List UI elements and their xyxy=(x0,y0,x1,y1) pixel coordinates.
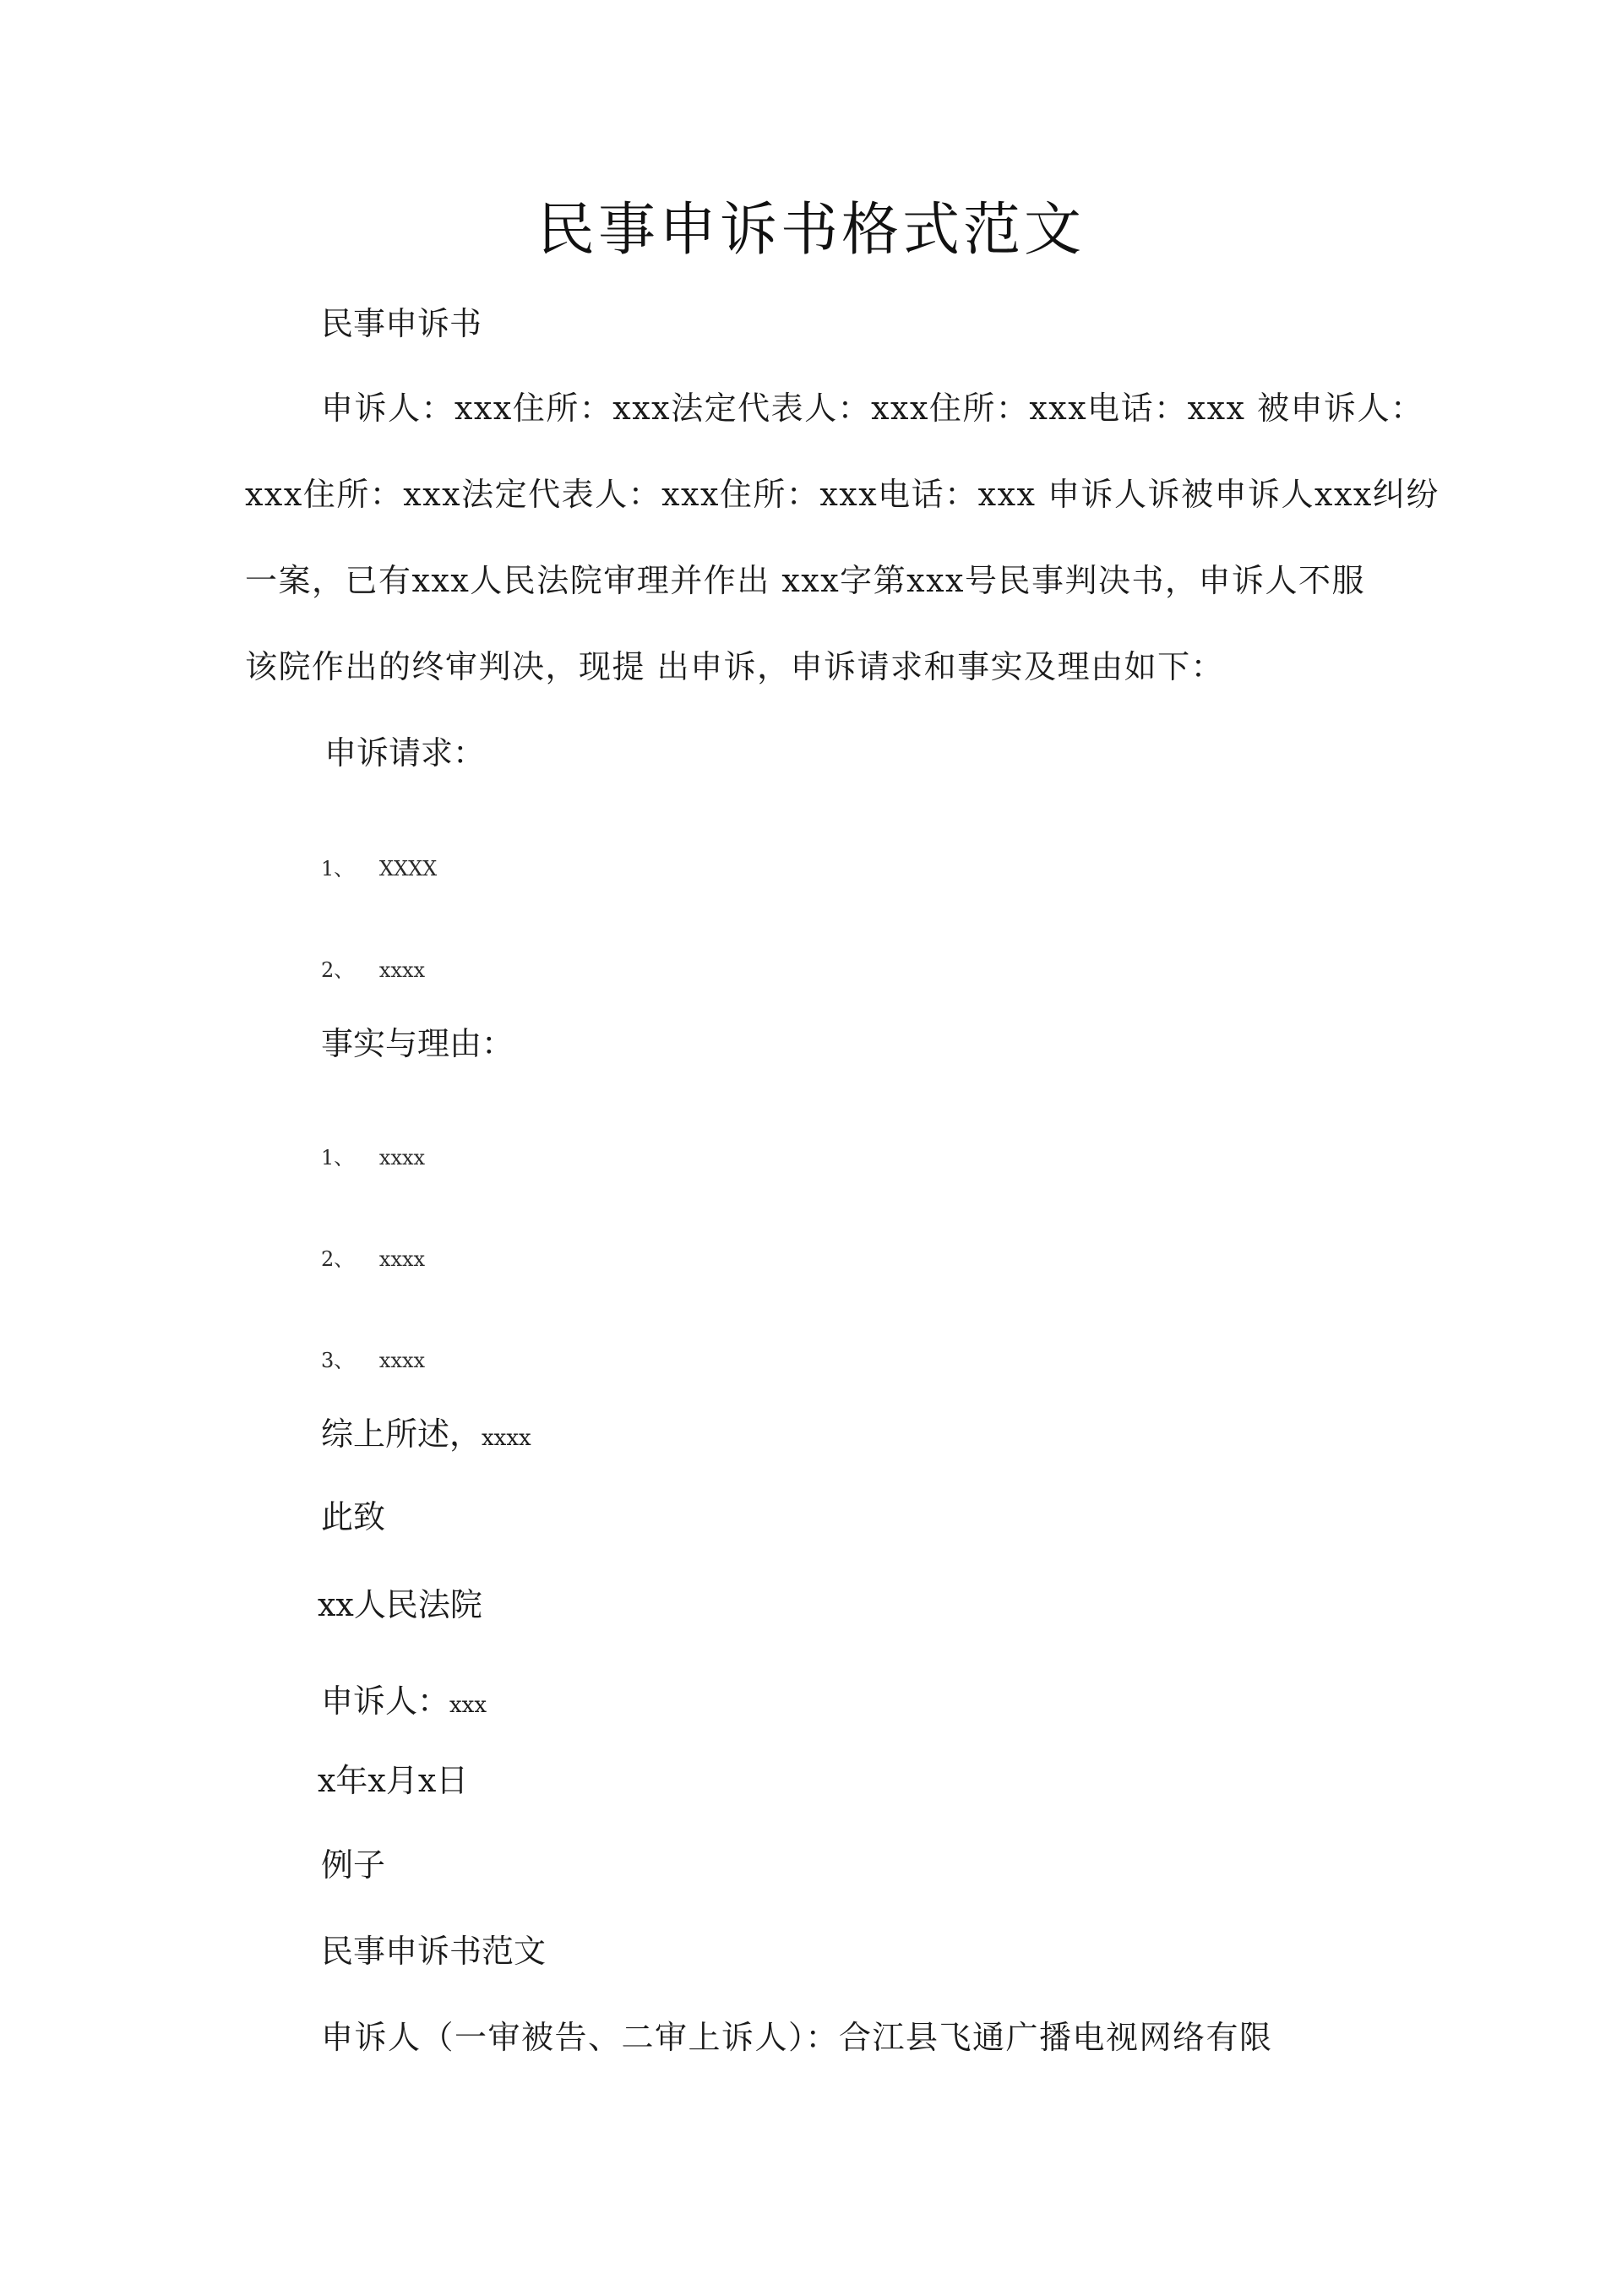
signature-line xyxy=(321,1680,487,1726)
signature-value: xxx xyxy=(449,1693,487,1718)
fact-text: xxxx xyxy=(378,1247,426,1271)
example-title: 民事申诉书范文 xyxy=(321,1933,547,1970)
requests-heading: 申诉请求： xyxy=(324,734,486,772)
request-item xyxy=(321,953,425,987)
date-line: x年x月x日 xyxy=(318,1762,469,1799)
fact-number: 1、 xyxy=(321,1146,355,1170)
intro-line-3: 一案，已有xxx人民法院审理并作出 xxx字第xxx号民事判决书，申诉人不服 xyxy=(245,562,1365,599)
signature-label: 申诉人： xyxy=(321,1682,450,1720)
fact-item xyxy=(321,1344,425,1377)
document-title: 民事申诉书格式范文 xyxy=(536,197,1085,264)
summary-value: xxxx xyxy=(482,1426,531,1451)
closing-line: 此致 xyxy=(321,1498,386,1535)
intro-line-4: 该院作出的终审判决，现提 出申诉，申诉请求和事实及理由如下： xyxy=(245,648,1225,685)
summary-label: 综上所述， xyxy=(321,1415,482,1453)
fact-text: xxxx xyxy=(378,1349,426,1372)
fact-number: 2、 xyxy=(321,1247,355,1271)
request-item xyxy=(321,852,437,886)
intro-line-1: 申诉人：xxx住所：xxx法定代表人：xxx住所：xxx电话：xxx 被申诉人： xyxy=(321,390,1424,427)
court-line: xx人民法院 xyxy=(318,1586,482,1623)
fact-text: xxxx xyxy=(378,1146,426,1170)
document-heading: 民事申诉书 xyxy=(321,305,482,342)
request-number: 2、 xyxy=(321,958,355,982)
facts-heading: 事实与理由： xyxy=(321,1025,514,1062)
fact-number: 3、 xyxy=(321,1349,355,1372)
intro-line-2: xxx住所：xxx法定代表人：xxx住所：xxx电话：xxx 申诉人诉被申诉人xxx纠纷 xyxy=(245,476,1440,513)
fact-item xyxy=(321,1242,425,1276)
request-number: 1、 xyxy=(321,857,355,881)
request-text: xxxx xyxy=(378,958,426,982)
request-text: XXXX xyxy=(378,857,438,881)
fact-item xyxy=(321,1141,425,1175)
example-first-line: 申诉人（一审被告、二审上诉人）：合江县飞通广播电视网络有限 xyxy=(321,2019,1273,2056)
example-heading: 例子 xyxy=(321,1846,386,1884)
summary-line xyxy=(321,1413,531,1459)
